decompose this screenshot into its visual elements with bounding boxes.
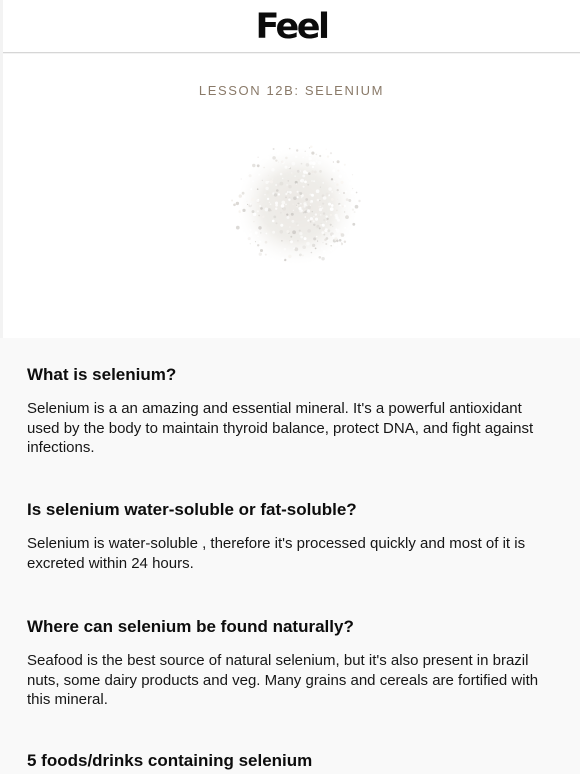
section-natural-sources [27, 616, 557, 710]
header-bar [3, 0, 580, 53]
article-content [0, 338, 580, 774]
section-body: Selenium is water-soluble , therefore it's processed quickly and most of it is excreted within 24 hours. [27, 535, 526, 572]
brand-logo[interactable]: Feel [255, 6, 328, 47]
section-solubility [27, 499, 557, 573]
section-body: Seafood is the best source of natural selenium, but it's also present in brazil nuts, some dairy products and veg. Many grains and cereals are fortified with this mineral. [27, 652, 539, 708]
section-heading: Where can selenium be found naturally? [27, 617, 354, 636]
lesson-title: LESSON 12B: SELENIUM [198, 83, 385, 98]
selenium-powder-image [225, 134, 370, 274]
hero-section [3, 54, 580, 338]
section-heading: 5 foods/drinks containing selenium [27, 751, 313, 770]
section-heading: Is selenium water-soluble or fat-soluble? [27, 500, 357, 519]
section-what-is [27, 364, 557, 458]
section-foods-drinks [27, 750, 557, 772]
section-heading: What is selenium? [27, 365, 177, 384]
section-body: Selenium is a an amazing and essential mineral. It's a powerful antioxidant used by the body to maintain thyroid balance, protect DNA, and fight against infections. [27, 400, 534, 456]
